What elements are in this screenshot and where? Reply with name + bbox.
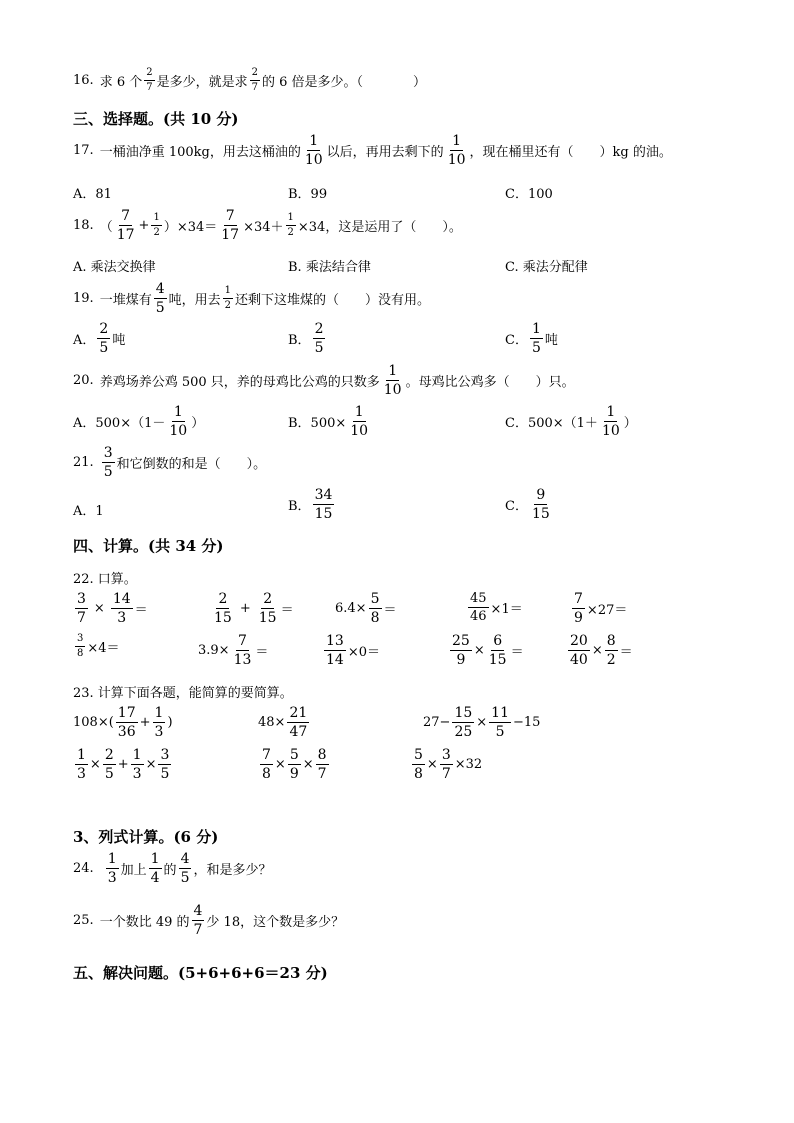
numerator: 1 xyxy=(606,404,616,420)
oral-calc-item xyxy=(198,634,268,667)
question-text: 还剩下这堆煤的（ xyxy=(235,293,340,308)
denominator: 5 xyxy=(495,724,505,740)
math-text: ×1＝ xyxy=(490,602,523,617)
denominator: 7 xyxy=(441,766,451,782)
denominator: 10 xyxy=(383,382,402,398)
question-text: 一堆煤有 xyxy=(99,293,152,308)
denominator: 13 xyxy=(233,652,252,668)
question-number: 16. xyxy=(73,73,94,88)
math-text: C． xyxy=(505,499,528,514)
oral-calc-item xyxy=(566,634,633,667)
fraction xyxy=(75,748,88,781)
numerator: 25 xyxy=(452,633,470,649)
denominator: 3 xyxy=(154,724,164,740)
numerator: 34 xyxy=(314,487,333,503)
math-text: × xyxy=(93,601,105,616)
question-text: 少 18，这个数是多少？ xyxy=(206,915,345,930)
numerator: 13 xyxy=(326,633,344,649)
numerator: 17 xyxy=(117,705,136,721)
question-text: 一桶油净重 100kg，用去这桶油的 xyxy=(99,145,301,160)
denominator: 14 xyxy=(326,652,344,668)
question-number: 17. xyxy=(73,143,94,158)
math-text: A．500×（1－ xyxy=(73,416,166,431)
math-text: × xyxy=(89,757,101,772)
fraction xyxy=(446,134,468,167)
math-text: × xyxy=(591,643,603,658)
numerator: 1 xyxy=(223,286,233,299)
math-text: B． xyxy=(288,499,311,514)
math-text: ) xyxy=(167,715,173,730)
numerator: 1 xyxy=(150,851,160,867)
denominator: 15 xyxy=(488,652,507,668)
numerator: 1 xyxy=(309,133,319,149)
question-text: 加上 xyxy=(120,863,147,878)
numerator: 2 xyxy=(218,591,228,607)
fraction xyxy=(260,748,273,781)
denominator: 25 xyxy=(454,724,473,740)
question-text: 是多少，就是求 xyxy=(156,75,248,90)
denominator: 2 xyxy=(287,227,294,238)
numerator: 7 xyxy=(121,208,131,224)
option-c[interactable] xyxy=(505,488,554,521)
numerator: 1 xyxy=(107,851,117,867)
fraction xyxy=(530,322,543,355)
question-17 xyxy=(73,134,672,167)
question-number: 18. xyxy=(73,218,94,233)
fraction xyxy=(223,286,233,311)
question-text: 养鸡场养公鸡 500 只，养的母鸡比公鸡的只数多 xyxy=(99,375,380,390)
numerator: 1 xyxy=(154,705,164,721)
fraction xyxy=(487,634,509,667)
question-text: 一个数比 49 的 xyxy=(99,915,190,930)
denominator: 15 xyxy=(214,610,232,626)
oral-calc-item xyxy=(322,634,380,667)
denominator: 15 xyxy=(314,506,333,522)
fraction xyxy=(111,592,133,625)
math-text: + xyxy=(139,715,151,730)
denominator: 5 xyxy=(160,766,170,782)
math-text: ×4＝ xyxy=(87,641,120,656)
fraction xyxy=(440,748,453,781)
oral-calc-item xyxy=(210,592,294,625)
numerator: 2 xyxy=(99,321,109,337)
math-text: B． xyxy=(288,333,311,348)
math-text: × xyxy=(274,757,286,772)
numerator: 11 xyxy=(491,705,509,721)
fraction xyxy=(313,322,326,355)
option-a[interactable]: A．1 xyxy=(73,504,104,519)
option-b[interactable] xyxy=(288,488,336,521)
numerator: 7 xyxy=(574,591,583,607)
denominator: 10 xyxy=(447,152,466,168)
denominator: 5 xyxy=(155,300,165,316)
fraction xyxy=(452,706,474,739)
numerator: 1 xyxy=(531,321,541,337)
section-heading: 五、解决问题。(5+6+6+6＝23 分) xyxy=(73,964,328,982)
fraction xyxy=(316,748,329,781)
denominator: 10 xyxy=(350,423,369,439)
math-text: 吨 xyxy=(112,333,126,348)
fraction xyxy=(167,405,189,438)
numerator: 1 xyxy=(452,133,462,149)
fraction xyxy=(286,213,296,238)
math-text: A． xyxy=(73,333,96,348)
numerator: 7 xyxy=(262,747,271,763)
math-text: 108×( xyxy=(73,715,114,730)
fraction xyxy=(605,634,618,667)
fraction xyxy=(450,634,472,667)
question-number: 19. xyxy=(73,291,94,306)
math-text: + xyxy=(117,757,129,772)
fraction xyxy=(153,706,166,739)
question-23-label: 23. 计算下面各题，能简算的要简算。 xyxy=(73,686,293,701)
fraction xyxy=(149,852,162,885)
denominator: 10 xyxy=(169,423,188,439)
fraction xyxy=(369,592,382,625)
denominator: 2 xyxy=(606,652,616,668)
math-text: × xyxy=(426,757,438,772)
section-heading: 三、选择题。(共 10 分) xyxy=(73,110,239,128)
question-19 xyxy=(73,282,430,315)
fraction xyxy=(313,488,335,521)
denominator: 9 xyxy=(289,766,299,782)
fraction xyxy=(131,748,144,781)
option-b[interactable] xyxy=(288,405,372,438)
denominator: 8 xyxy=(414,766,423,782)
oral-calc-item xyxy=(73,634,120,659)
math-text: 48× xyxy=(258,715,286,730)
oral-calc-item xyxy=(466,592,523,623)
question-text: ×34＋ xyxy=(243,220,284,235)
denominator: 17 xyxy=(221,227,240,243)
numerator: 1 xyxy=(354,404,364,420)
fraction xyxy=(151,213,161,238)
numerator: 1 xyxy=(388,363,398,379)
denominator: 7 xyxy=(251,82,258,93)
question-25 xyxy=(73,904,344,937)
numerator: 4 xyxy=(193,903,203,919)
option-c[interactable] xyxy=(505,405,637,438)
fraction xyxy=(287,706,309,739)
numerator: 3 xyxy=(160,747,170,763)
numerator: 3 xyxy=(75,634,85,647)
math-text: + xyxy=(239,601,251,616)
fraction xyxy=(75,592,88,625)
math-text: ） xyxy=(623,416,637,431)
question-text: ）没有用。 xyxy=(365,293,431,308)
numerator: 1 xyxy=(286,213,296,226)
option-a[interactable] xyxy=(73,405,204,438)
question-22-label: 22. 口算。 xyxy=(73,572,137,587)
fraction xyxy=(348,405,370,438)
question-text: ）。 xyxy=(442,220,462,235)
numerator: 5 xyxy=(414,747,423,763)
denominator: 5 xyxy=(314,340,324,356)
oral-calc-item xyxy=(570,592,627,625)
question-text: ，现在桶里还有（ xyxy=(469,145,574,160)
denominator: 5 xyxy=(531,340,541,356)
question-text: 吨，用去 xyxy=(168,293,221,308)
denominator: 7 xyxy=(193,922,203,938)
denominator: 7 xyxy=(146,82,153,93)
fraction xyxy=(568,634,590,667)
fraction xyxy=(116,706,138,739)
fraction xyxy=(412,748,425,781)
denominator: 8 xyxy=(77,648,84,659)
math-text: × xyxy=(476,715,488,730)
fraction xyxy=(303,134,325,167)
numerator: 20 xyxy=(570,633,588,649)
denominator: 3 xyxy=(117,610,127,626)
denominator: 8 xyxy=(370,610,380,626)
question-text: 。母鸡比公鸡多（ xyxy=(405,375,510,390)
fraction xyxy=(103,748,116,781)
question-text: ）。 xyxy=(246,457,267,472)
numerator: 2 xyxy=(314,321,324,337)
fraction xyxy=(115,209,137,242)
fraction xyxy=(257,592,279,625)
numerator: 3 xyxy=(77,591,86,607)
question-text: ）kg 的油。 xyxy=(599,145,672,160)
fraction xyxy=(324,634,346,667)
numerator: 6 xyxy=(493,633,503,649)
numerator: 3 xyxy=(103,445,113,461)
calc-expression xyxy=(410,748,482,781)
numerator: 45 xyxy=(470,591,487,606)
question-text: （ xyxy=(99,220,113,235)
fraction xyxy=(102,446,115,479)
numerator: 1 xyxy=(132,747,142,763)
math-text: ＝ xyxy=(134,603,148,618)
fraction xyxy=(250,68,260,93)
numerator: 8 xyxy=(606,633,616,649)
question-text: ）×34＝ xyxy=(163,220,218,235)
question-number: 21. xyxy=(73,455,94,470)
option-a[interactable]: A．81 xyxy=(73,187,112,202)
fraction xyxy=(288,748,301,781)
option-a[interactable]: A. 乘法交换律 xyxy=(73,260,156,275)
question-text: 的 6 倍是多少。（ xyxy=(262,75,364,90)
numerator: 5 xyxy=(289,747,299,763)
math-text: ×27＝ xyxy=(586,603,628,618)
numerator: 2 xyxy=(250,68,260,81)
math-text: 3.9× xyxy=(198,643,230,658)
denominator: 5 xyxy=(99,340,109,356)
fraction xyxy=(468,592,489,623)
question-text: ） xyxy=(413,75,427,90)
denominator: 17 xyxy=(116,227,135,243)
question-text: 的 xyxy=(163,863,177,878)
numerator: 1 xyxy=(173,404,183,420)
numerator: 7 xyxy=(225,208,235,224)
question-text: ，和是多少？ xyxy=(193,863,272,878)
fraction xyxy=(212,592,234,625)
question-text: 求 6 个 xyxy=(99,75,143,90)
denominator: 15 xyxy=(531,506,550,522)
numerator: 9 xyxy=(536,487,546,503)
denominator: 8 xyxy=(262,766,271,782)
math-text: × xyxy=(145,757,157,772)
operator: + xyxy=(138,218,150,233)
fraction xyxy=(97,322,110,355)
math-text: 27− xyxy=(423,715,451,730)
numerator: 4 xyxy=(180,851,190,867)
option-b[interactable]: B．99 xyxy=(288,187,328,202)
denominator: 5 xyxy=(104,766,114,782)
denominator: 15 xyxy=(258,610,277,626)
denominator: 40 xyxy=(570,652,588,668)
section-heading: 四、计算。(共 34 分) xyxy=(73,537,224,555)
math-text: ） xyxy=(191,416,205,431)
oral-calc-item xyxy=(73,592,148,625)
question-18 xyxy=(73,209,462,242)
question-text: 以后，再用去剩下的 xyxy=(326,145,444,160)
denominator: 3 xyxy=(77,766,86,782)
calc-expression xyxy=(258,748,331,781)
numerator: 5 xyxy=(370,591,380,607)
denominator: 7 xyxy=(77,610,86,626)
calc-expression xyxy=(73,706,173,739)
numerator: 2 xyxy=(263,591,273,607)
math-text: ＝ xyxy=(510,645,524,660)
denominator: 46 xyxy=(470,609,487,624)
fraction xyxy=(144,68,154,93)
denominator: 7 xyxy=(317,766,327,782)
denominator: 4 xyxy=(150,870,160,886)
question-number: 25. xyxy=(73,913,94,928)
option-a[interactable] xyxy=(73,322,125,355)
question-20 xyxy=(73,364,575,397)
fraction xyxy=(154,282,167,315)
question-number: 20. xyxy=(73,373,94,388)
question-24 xyxy=(73,852,272,885)
math-text: ＝ xyxy=(619,645,633,660)
math-text: −15 xyxy=(513,715,541,730)
fraction xyxy=(232,634,254,667)
math-text: × xyxy=(302,757,314,772)
denominator: 5 xyxy=(103,464,113,480)
oral-calc-item xyxy=(335,592,397,625)
fraction xyxy=(106,852,119,885)
math-text: 吨 xyxy=(544,333,558,348)
numerator: 8 xyxy=(317,747,327,763)
denominator: 2 xyxy=(153,227,160,238)
fraction xyxy=(158,748,171,781)
fraction xyxy=(382,364,404,397)
option-b[interactable]: B. 乘法结合律 xyxy=(288,260,371,275)
fraction xyxy=(600,405,622,438)
question-21 xyxy=(73,446,266,479)
question-text: ×34，这是运用了（ xyxy=(297,220,417,235)
option-c[interactable]: C．100 xyxy=(505,187,553,202)
math-text: × xyxy=(473,643,485,658)
denominator: 9 xyxy=(574,610,583,626)
math-text: C．500×（1＋ xyxy=(505,416,598,431)
numerator: 2 xyxy=(104,747,114,763)
oral-calc-item xyxy=(448,634,524,667)
denominator: 3 xyxy=(132,766,142,782)
math-text: ＝ xyxy=(383,603,397,618)
numerator: 7 xyxy=(238,633,247,649)
fraction xyxy=(192,904,205,937)
fraction xyxy=(489,706,511,739)
question-number: 24. xyxy=(73,861,94,876)
denominator: 10 xyxy=(304,152,323,168)
numerator: 2 xyxy=(144,68,154,81)
fraction xyxy=(219,209,241,242)
math-text: B．500× xyxy=(288,416,347,431)
numerator: 1 xyxy=(151,213,161,226)
calc-expression xyxy=(423,706,540,739)
denominator: 5 xyxy=(180,870,190,886)
option-c[interactable] xyxy=(505,322,558,355)
section-heading: 3、列式计算。(6 分) xyxy=(73,828,219,846)
denominator: 10 xyxy=(601,423,620,439)
fraction xyxy=(572,592,585,625)
question-16 xyxy=(73,68,426,93)
math-text: ×0＝ xyxy=(347,645,380,660)
calc-expression xyxy=(73,748,173,781)
fraction xyxy=(75,634,85,659)
question-text: 和它倒数的和是（ xyxy=(116,457,221,472)
math-text: C． xyxy=(505,333,528,348)
denominator: 2 xyxy=(224,300,232,311)
numerator: 15 xyxy=(454,705,473,721)
fraction xyxy=(179,852,192,885)
denominator: 9 xyxy=(456,652,466,668)
numerator: 14 xyxy=(112,591,131,607)
question-text: ）只。 xyxy=(535,375,575,390)
math-text: 6.4× xyxy=(335,601,367,616)
numerator: 3 xyxy=(441,747,451,763)
math-text: ＝ xyxy=(280,603,294,618)
numerator: 1 xyxy=(77,747,86,763)
option-b[interactable] xyxy=(288,322,327,355)
math-text: ×32 xyxy=(454,757,483,772)
fraction xyxy=(530,488,552,521)
denominator: 3 xyxy=(107,870,117,886)
denominator: 47 xyxy=(289,724,308,740)
numerator: 4 xyxy=(155,281,165,297)
option-c[interactable]: C. 乘法分配律 xyxy=(505,260,588,275)
numerator: 21 xyxy=(289,705,308,721)
denominator: 36 xyxy=(117,724,136,740)
math-text: ＝ xyxy=(255,645,269,660)
calc-expression xyxy=(258,706,311,739)
